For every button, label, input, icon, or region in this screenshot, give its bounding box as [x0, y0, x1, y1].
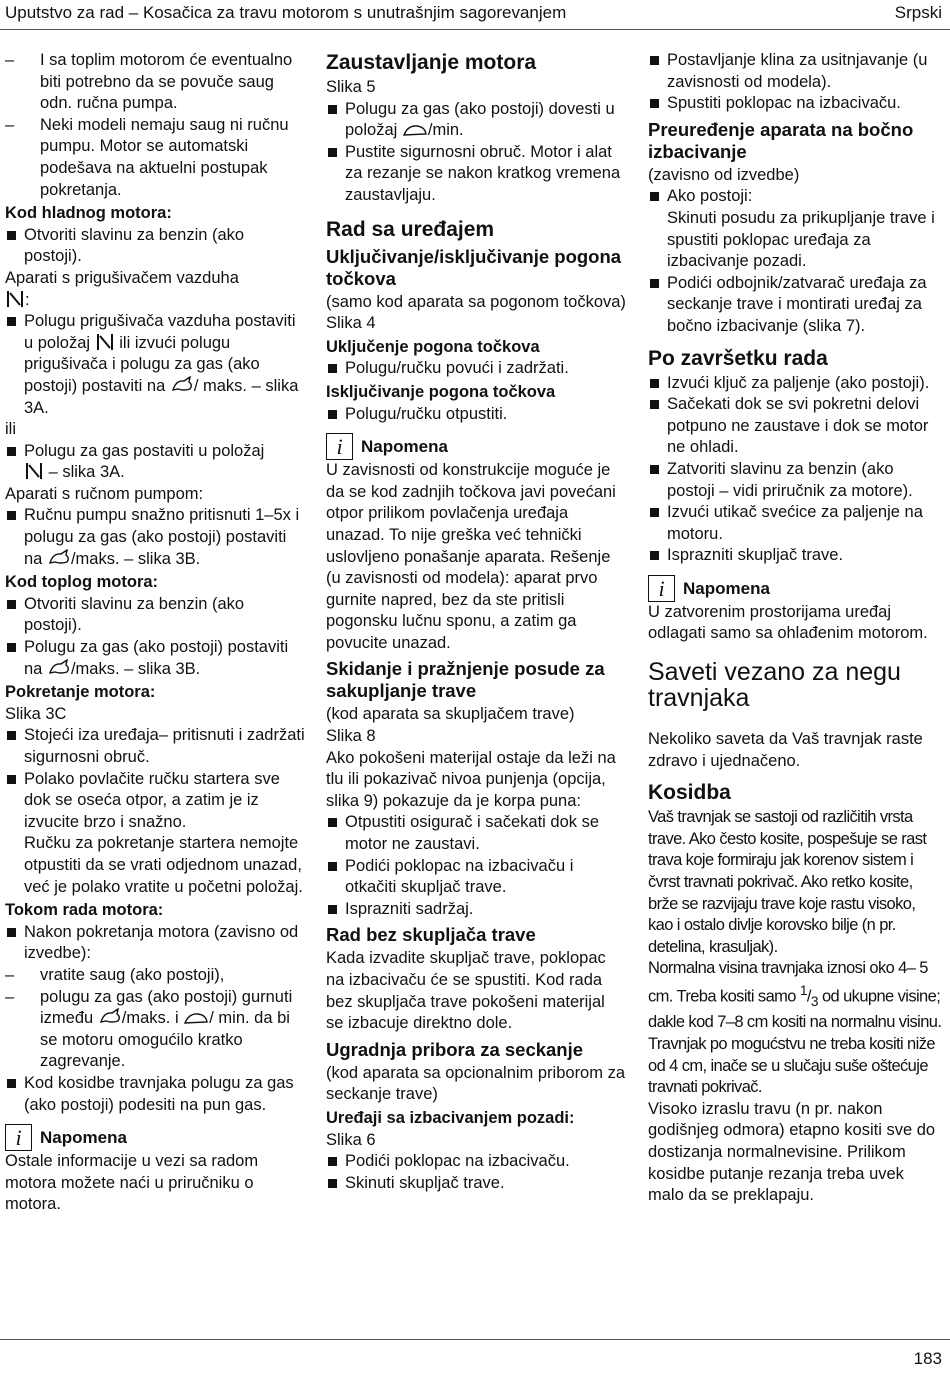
bullet-item: Isprazniti sadržaj.: [326, 899, 626, 921]
paragraph: (samo kod aparata sa pogonom točkova): [326, 292, 626, 311]
hare-icon: [47, 659, 71, 677]
figure-ref: Slika 5: [326, 78, 376, 96]
bullet-item: Kod kosidbe travnjaka polugu za gas (ako postoji) podesiti na pun gas.: [5, 1073, 305, 1116]
heading-mowing: Kosidba: [648, 781, 731, 805]
heading-side-discharge: Preuređenje aparata na bočno izbacivanje: [648, 118, 914, 162]
info-icon: i: [5, 1124, 32, 1151]
subheading-start-engine: Pokretanje motora:: [5, 683, 156, 702]
header-language: Srpski: [894, 3, 942, 22]
column-2: [326, 50, 626, 1194]
heading-drive: Uključivanje/isključivanje pogona točkova: [326, 245, 622, 289]
heading-lawn-care: Saveti vezano za negu travnjaka: [648, 658, 901, 713]
tortoise-icon: [183, 1010, 209, 1026]
bullet-item: Nakon pokretanja motora (zavisno od izvedbe):: [5, 922, 305, 965]
subheading-drive-off: Isključivanje pogona točkova: [326, 382, 556, 401]
bullet-continuation: Ručku za pokretanje startera nemojte otpustiti da se vrati odjednom unazad, već je polako vratite u početni položaj.: [24, 834, 303, 896]
paragraph: (zavisno od izvedbe): [648, 165, 800, 184]
note-text: U zavisnosti od konstrukcije moguće je da se kod zadnjih točkova javi povećani otpor prilikom povlačenja uređaja unazad. To nije greška već tehnički uslovljeno ponašanje aparata. Rešenje (u zavisnosti od modela): aparat prvo gurnite napred, bez da ste pritisli pogonsku lučnu sponu, a zatim ga povucite unazad.: [326, 461, 616, 652]
choke-symbol-icon: [95, 333, 115, 351]
subheading-cold-engine: Kod hladnog motora:: [5, 204, 172, 223]
paragraph: Visoko izraslu travu (n pr. nakon godišnjeg odmora) etapno kositi sve do dostizanja normalnevisine. Prilikom kosidbe putanje rezanja treba uvek malo da se preklapaju.: [648, 1099, 936, 1205]
bullet-item: Izvući utikač svećice za paljenje na motoru.: [648, 502, 944, 545]
heading-no-catcher: Rad bez skupljača trave: [326, 924, 536, 946]
choke-symbol-icon: [24, 462, 44, 480]
paragraph: Vaš travnjak se sastoji od različitih vrsta trave. Ako često kosite, pospešuje se rast trava koje formiraju jak korenov sistem i čvrst travnati pokrivač. Ako retko kosite, brže se razvijaju trave koje rastu visoko, kao i ostalo divlje korovsko bilje (n pr. detelina, krasuljak).: [648, 808, 927, 956]
bullet-item: Isprazniti skupljač trave.: [648, 545, 944, 567]
bullet-item: Otvoriti slavinu za benzin (ako postoji).: [5, 225, 305, 268]
dash-item: – vratite saug (ako postoji),: [5, 965, 305, 987]
subheading-drive-on: Uključenje pogona točkova: [326, 337, 540, 356]
note-text: U zatvorenim prostorijama uređaj odlagati samo sa ohlađenim motorom.: [648, 602, 928, 643]
dash-item: – I sa toplim motorom će eventualno biti potrebno da se povuče saug odn. ručna pumpa.: [5, 50, 305, 115]
choke-symbol-icon: [5, 290, 25, 308]
note-heading: i Napomena: [648, 575, 944, 602]
header-title: Uputstvo za rad – Kosačica za travu motorom s unutrašnjim sagorevanjem: [5, 3, 567, 22]
figure-ref: Slika 8: [326, 727, 376, 746]
paragraph: Kada izvadite skupljač trave, poklopac na izbacivaču će se spustiti. Kod rada bez skupljača trave pokošeni materijal se izbacuje direktno dole.: [326, 949, 606, 1033]
bullet-item: Spustiti poklopac na izbacivaču.: [648, 93, 944, 115]
page-number: 183: [913, 1349, 942, 1368]
bullet-continuation: Skinuti posudu za prikupljanje trave i spustiti poklopac uređaja za izbacivanje pozadi.: [667, 208, 935, 271]
text-or: ili: [5, 420, 16, 439]
bullet-item: Polugu za gas postaviti u položaj – slika 3A.: [5, 441, 305, 484]
hare-icon: [47, 549, 71, 567]
heading-after-work: Po završetku rada: [648, 346, 828, 370]
bullet-item: Polako povlačite ručku startera sve dok se oseća otpor, a zatim je iz izvucite brzo i snažno.: [5, 769, 305, 834]
heading-mulch-kit: Ugradnja pribora za seckanje: [326, 1038, 584, 1060]
paragraph: Normalna visina travnjaka iznosi oko 4– 5 cm. Treba kositi samo $^1/_3$ od ukupne visine; dakle kod 7–8 cm kositi na normalnu visinu.: [648, 959, 942, 1032]
heading-work: Rad sa uređajem: [326, 217, 495, 241]
bullet-item: Postavljanje klina za usitnjavanje (u zavisnosti od modela).: [648, 50, 944, 93]
bullet-item: Ručnu pumpu snažno pritisnuti 1–5x i polugu za gas (ako postoji) postaviti na /maks. – slika 3B.: [5, 505, 305, 570]
dash-item: – polugu za gas (ako postoji) gurnuti između /maks. i / min. da bi se motoru omogućilo kratko zagrevanje.: [5, 987, 305, 1073]
bullet-item: Otpustiti osigurač i sačekati dok se motor ne zaustavi.: [326, 812, 626, 855]
note-heading: i Napomena: [326, 433, 626, 460]
header-rule: [0, 29, 950, 30]
hare-icon: [170, 376, 194, 394]
bullet-item: Sačekati dok se svi pokretni delovi potpuno ne zaustave i dok se motor ne ohladi.: [648, 394, 944, 459]
figure-ref: Slika 3C: [5, 704, 67, 723]
figure-ref: Slika 4: [326, 314, 376, 333]
note-text: Ostale informacije u vezi sa radom motora možete naći u priručniku o motora.: [5, 1152, 259, 1214]
paragraph: (kod aparata sa opcionalnim priborom za seckanje trave): [326, 1063, 625, 1104]
bullet-item: Izvući ključ za paljenje (ako postoji).: [648, 373, 944, 395]
page-header: [0, 0, 950, 30]
pump-intro: Aparati s ručnom pumpom:: [5, 484, 204, 503]
info-icon: i: [648, 575, 675, 602]
paragraph: (kod aparata sa skupljačem trave): [326, 705, 575, 724]
dash-item: – Neki modeli nemaju saug ni ručnu pumpu. Motor se automatski podešava na aktuelni postupak pokretanja.: [5, 115, 305, 201]
bullet-item: Polugu za gas (ako postoji) dovesti u položaj /min.: [326, 99, 626, 142]
paragraph: Ako pokošeni materijal ostaje da leži na tlu ili pokazivač nivoa punjenja (opcija, slika 9) pokazuje da je korpa puna:: [326, 748, 616, 810]
bullet-item: Stojeći iza uređaja– pritisnuti i zadržati sigurnosni obruč.: [5, 725, 305, 768]
column-1: [5, 50, 305, 1216]
bullet-item: Polugu prigušivača vazduha postaviti u položaj ili izvući polugu prigušivača i polugu za gas (ako postoji) postaviti na / maks. – slika 3A.: [5, 311, 305, 419]
paragraph: Travnjak po mogućstvu ne treba kositi niže od 4 cm, inače se u slučaju suše oštećuje travnati pokrivač.: [648, 1034, 935, 1097]
bullet-item: Podići poklopac na izbacivaču i otkačiti skupljač trave.: [326, 856, 626, 899]
subheading-warm-engine: Kod toplog motora:: [5, 573, 159, 592]
choke-intro: Aparati s prigušivačem vazduha :: [5, 268, 239, 309]
fraction-numerator: 1: [799, 983, 807, 998]
bullet-item: Zatvoriti slavinu za benzin (ako postoji – vidi priručnik za motore).: [648, 459, 944, 502]
heading-stop-engine: Zaustavljanje motora: [326, 51, 537, 74]
info-icon: i: [326, 433, 353, 460]
paragraph: Nekoliko saveta da Vaš travnjak raste zdravo i ujednačeno.: [648, 730, 923, 770]
bullet-item: Polugu/ručku otpustiti.: [326, 404, 626, 426]
note-heading: i Napomena: [5, 1124, 305, 1151]
subheading-during-operation: Tokom rada motora:: [5, 901, 164, 920]
bullet-item: Skinuti skupljač trave.: [326, 1173, 626, 1195]
tortoise-icon: [402, 122, 428, 138]
footer-rule: [0, 1339, 950, 1340]
bullet-item: Podići poklopac na izbacivaču.: [326, 1151, 626, 1173]
hare-icon: [98, 1008, 122, 1026]
heading-empty-catcher: Skidanje i pražnjenje posude za sakupljanje trave: [326, 658, 605, 702]
bullet-item: Polugu/ručku povući i zadržati.: [326, 358, 626, 380]
figure-ref: Slika 6: [326, 1130, 376, 1149]
bullet-item: Podići odbojnik/zatvarač uređaja za seckanje trave i montirati uređaj za bočno izbacivanje (slika 7).: [648, 273, 944, 338]
bullet-item: Otvoriti slavinu za benzin (ako postoji).: [5, 594, 305, 637]
column-3: [648, 50, 944, 1207]
fraction-denominator: 3: [810, 993, 818, 1009]
subheading-rear-discharge: Uređaji sa izbacivanjem pozadi:: [326, 1108, 575, 1127]
bullet-item: Pustite sigurnosni obruč. Motor i alat za rezanje se nakon kratkog vremena zaustavljaju.: [326, 142, 626, 207]
bullet-item: Polugu za gas (ako postoji) postaviti na /maks. – slika 3B.: [5, 637, 305, 680]
bullet-item: Ako postoji:: [648, 186, 944, 208]
